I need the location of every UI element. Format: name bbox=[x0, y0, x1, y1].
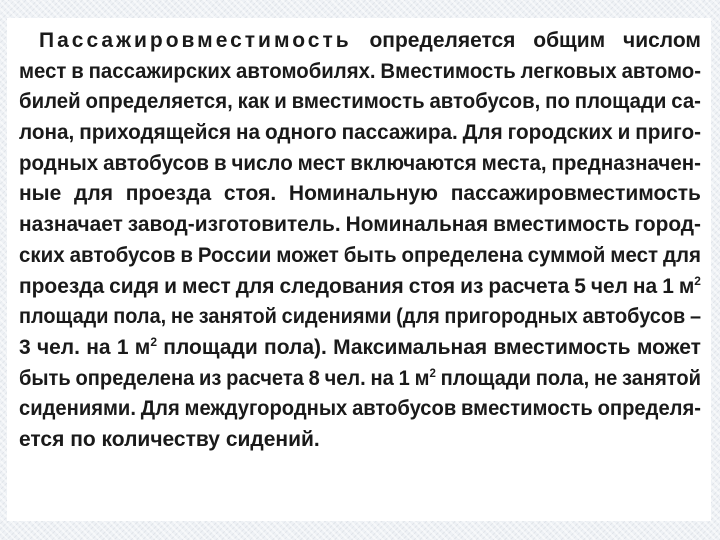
word: Максимальная bbox=[333, 335, 488, 359]
word: чел. bbox=[324, 366, 366, 390]
word: $м^2$ bbox=[678, 273, 701, 298]
word: автобусов bbox=[352, 397, 457, 421]
word: и bbox=[164, 274, 178, 298]
text-line bbox=[19, 179, 701, 210]
word: автомобилях. bbox=[236, 59, 376, 83]
word: на bbox=[370, 366, 394, 390]
word: суммой bbox=[527, 243, 606, 267]
word: для bbox=[74, 182, 113, 206]
word: площади bbox=[574, 90, 667, 114]
word: места, bbox=[481, 151, 547, 175]
word: пригородных bbox=[444, 305, 578, 329]
word: Вместимость bbox=[380, 59, 516, 83]
text-line bbox=[19, 241, 701, 272]
word: число bbox=[231, 151, 293, 175]
text-line bbox=[19, 118, 701, 149]
text-line bbox=[19, 302, 701, 333]
word: проезда bbox=[125, 182, 212, 206]
text-line bbox=[19, 364, 701, 395]
word: мест bbox=[181, 274, 231, 298]
word: автомо- bbox=[621, 59, 702, 83]
word: площади bbox=[163, 335, 258, 359]
word: в bbox=[71, 59, 84, 83]
word: автобусов bbox=[582, 305, 686, 329]
word: Для bbox=[140, 397, 180, 421]
word: 5 bbox=[574, 274, 586, 298]
word: из bbox=[460, 274, 484, 298]
word: вместимость bbox=[493, 213, 630, 237]
word: – bbox=[689, 305, 702, 329]
word: не bbox=[593, 366, 618, 390]
word: числом bbox=[623, 29, 701, 52]
word: мест bbox=[19, 59, 67, 83]
text-line bbox=[19, 57, 701, 88]
word: ные bbox=[19, 182, 62, 206]
word: площади bbox=[19, 305, 109, 329]
word: на bbox=[86, 335, 111, 359]
word: 8 bbox=[308, 366, 320, 390]
text-line bbox=[19, 149, 701, 180]
word: на bbox=[632, 274, 658, 298]
word: занятой bbox=[198, 305, 277, 329]
word: лона, bbox=[19, 121, 75, 145]
word: следования bbox=[279, 274, 404, 298]
text-line bbox=[19, 87, 701, 118]
word: определена bbox=[401, 243, 523, 267]
word: сидениями. bbox=[19, 397, 136, 421]
word: по bbox=[70, 427, 96, 451]
word: билей bbox=[19, 90, 81, 114]
word: определяется, bbox=[85, 90, 233, 114]
word: мест bbox=[297, 151, 346, 175]
word: занятой bbox=[622, 366, 701, 390]
word: из bbox=[199, 366, 222, 390]
word: Номинальная bbox=[345, 213, 489, 237]
document-page bbox=[7, 18, 711, 521]
word: проезда bbox=[19, 274, 105, 298]
word: родных bbox=[19, 151, 99, 175]
word: на bbox=[235, 121, 261, 145]
word: 1 bbox=[116, 335, 129, 359]
word: завод-изготовитель. bbox=[127, 213, 341, 237]
word: 3 bbox=[19, 335, 31, 359]
word: городских bbox=[507, 121, 613, 145]
word: Пассажировместимость bbox=[39, 29, 352, 52]
word: автобусов bbox=[103, 151, 210, 175]
text-line bbox=[19, 394, 701, 425]
word: и bbox=[617, 121, 631, 145]
word: стоя bbox=[408, 274, 456, 298]
word: приго- bbox=[635, 121, 702, 145]
word: пола). bbox=[264, 335, 327, 359]
text-line bbox=[19, 333, 701, 364]
word: автобусов, bbox=[429, 90, 541, 114]
word: в bbox=[180, 243, 193, 267]
word: ется bbox=[19, 427, 65, 451]
document-text bbox=[19, 26, 701, 456]
word: Номинальную bbox=[288, 182, 438, 206]
word: пассажировместимость bbox=[450, 182, 701, 206]
word: 1 bbox=[662, 274, 674, 298]
word: пассажира. bbox=[341, 121, 458, 145]
word: ских bbox=[19, 243, 65, 267]
word: междугородных bbox=[184, 397, 348, 421]
word: расчета bbox=[488, 274, 570, 298]
word: чел. bbox=[36, 335, 80, 359]
word: общим bbox=[533, 29, 606, 52]
word: сидя bbox=[109, 274, 160, 298]
word: в bbox=[213, 151, 227, 175]
text-line bbox=[19, 210, 701, 241]
word: предназначен- bbox=[551, 151, 702, 175]
text-line bbox=[19, 272, 701, 303]
word: расчета bbox=[226, 366, 304, 390]
word: легковых bbox=[520, 59, 617, 83]
word: одного bbox=[264, 121, 337, 145]
word: пассажирских bbox=[88, 59, 232, 83]
word: количеству bbox=[101, 427, 220, 451]
word: автобусов bbox=[69, 243, 176, 267]
word: и bbox=[274, 90, 287, 114]
word: быть bbox=[19, 366, 71, 390]
word: для bbox=[662, 243, 701, 267]
word: для bbox=[235, 274, 275, 298]
word: может bbox=[636, 335, 701, 359]
word: 1 bbox=[398, 366, 410, 390]
word: $м^2$ bbox=[134, 334, 158, 359]
word: сидениями bbox=[281, 305, 392, 329]
word: $м^2$ bbox=[414, 365, 436, 390]
word: определена bbox=[75, 366, 195, 390]
word: (для bbox=[396, 305, 440, 329]
word: вместимость bbox=[461, 397, 593, 421]
word: по bbox=[545, 90, 570, 114]
word: пола, bbox=[535, 366, 590, 390]
word: России bbox=[197, 243, 272, 267]
word: са- bbox=[671, 90, 701, 114]
word: назначает bbox=[19, 213, 123, 237]
word: быть bbox=[343, 243, 397, 267]
word: приходящейся bbox=[79, 121, 232, 145]
text-line bbox=[19, 425, 701, 456]
word: Для bbox=[462, 121, 503, 145]
word: вместимость bbox=[493, 335, 631, 359]
word: определя- bbox=[597, 397, 701, 421]
word: не bbox=[170, 305, 194, 329]
word: стоя. bbox=[223, 182, 277, 206]
word: площади bbox=[440, 366, 531, 390]
word: вместимость bbox=[291, 90, 425, 114]
word: чел bbox=[590, 274, 628, 298]
word: определяется bbox=[369, 29, 516, 52]
word: город- bbox=[634, 213, 702, 237]
word: пола, bbox=[113, 305, 167, 329]
word: мест bbox=[610, 243, 659, 267]
word: может bbox=[276, 243, 339, 267]
word: как bbox=[237, 90, 270, 114]
word: сидений. bbox=[225, 427, 320, 451]
text-line bbox=[19, 26, 701, 57]
word: включаются bbox=[350, 151, 477, 175]
